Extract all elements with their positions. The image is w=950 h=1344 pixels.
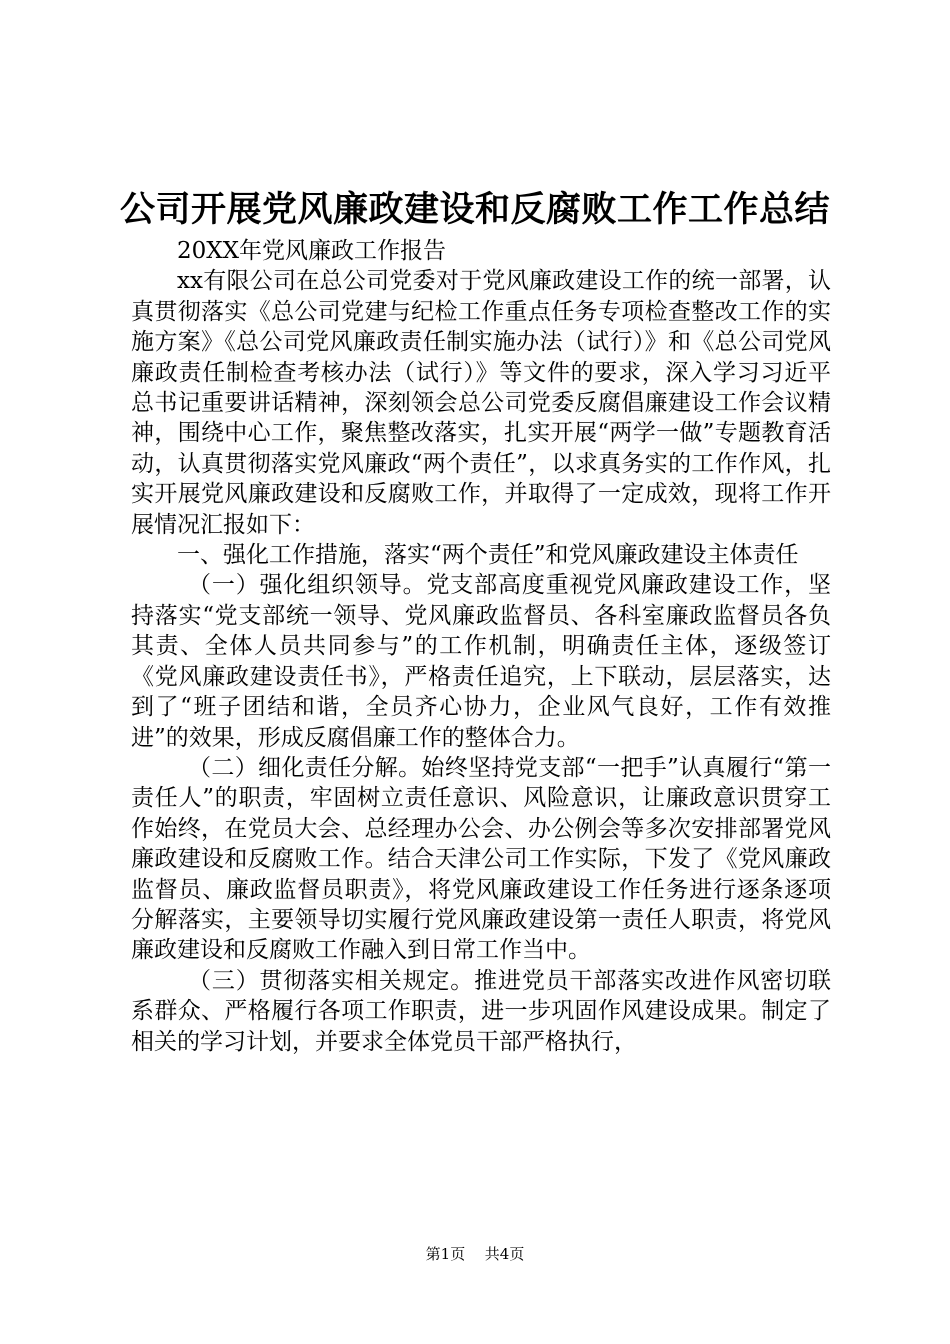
item-two-paragraph: （二）细化责任分解。始终坚持党支部“一把手”认真履行“第一责任人”的职责，牢固树立责任意识、风险意识，让廉政意识贯穿工作始终，在党员大会、总经理办公会、办公例会等多次安排部署党风廉政建设和反腐败工作。结合天津公司工作实际，下发了《党风廉政监督员、廉政监督员职责》，将党风廉政建设工作任务进行逐条逐项分解落实，主要领导切实履行党风廉政建设第一责任人职责，将党风廉政建设和反腐败工作融入到日常工作当中。: [131, 754, 831, 964]
page-number: 第1页: [425, 1245, 466, 1263]
intro-paragraph: xx有限公司在总公司党委对于党风廉政建设工作的统一部署，认真贯彻落实《总公司党建与纪检工作重点任务专项检查整改工作的实施方案》《总公司党风廉政责任制实施办法（试行）》和《总公司党风廉政责任制检查考核办法（试行）》等文件的要求，深入学习习近平总书记重要讲话精神，深刻领会总公司党委反腐倡廉建设工作会议精神，围绕中心工作，聚焦整改落实，扎实开展“两学一做”专题教育活动，认真贯彻落实党风廉政“两个责任”，以求真务实的工作作风，扎实开展党风廉政建设和反腐败工作，并取得了一定成效，现将工作开展情况汇报如下：: [131, 268, 831, 538]
section-heading-paragraph: 一、强化工作措施，落实“两个责任”和党风廉政建设主体责任: [177, 542, 799, 569]
document-title: 公司开展党风廉政建设和反腐败工作工作总结: [119, 189, 830, 230]
page-total: 共4页: [484, 1245, 525, 1263]
item-one-paragraph: （一）强化组织领导。党支部高度重视党风廉政建设工作，坚持落实“党支部统一领导、党风廉政监督员、各科室廉政监督员各负其责、全体人员共同参与”的工作机制，明确责任主体，逐级签订《党风廉政建设责任书》，严格责任追究，上下联动，层层落实，达到了“班子团结和谐，全员齐心协力，企业风气良好，工作有效推进”的效果，形成反腐倡廉工作的整体合力。: [131, 572, 831, 751]
page-footer: [0, 1244, 950, 1264]
item-three-paragraph: （三）贯彻落实相关规定。推进党员干部落实改进作风密切联系群众、严格履行各项工作职责，进一步巩固作风建设成果。制定了相关的学习计划，并要求全体党员干部严格执行，: [131, 967, 831, 1055]
document-body: [131, 236, 831, 1057]
report-subtitle-paragraph: 20XX年党风廉政工作报告: [177, 238, 447, 264]
